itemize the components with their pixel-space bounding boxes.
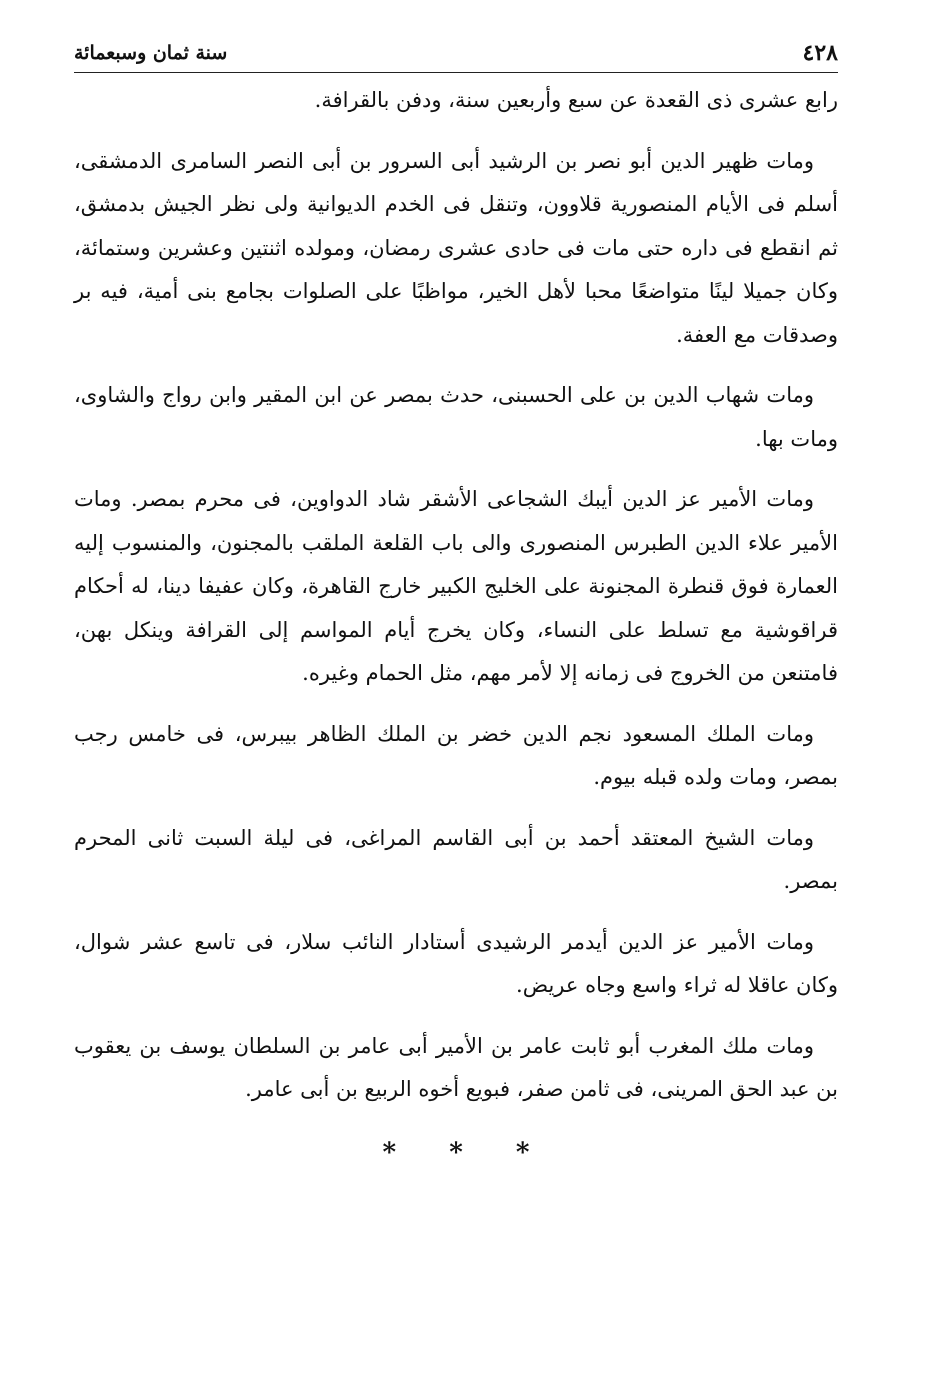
section-ornament: * * * bbox=[382, 1137, 552, 1168]
paragraph-khadir: ومات الملك المسعود نجم الدين خضر بن الملك الظاهر بيبرس، فى خامس رجب بمصر، ومات ولده قبله بيوم. bbox=[74, 721, 838, 789]
running-header bbox=[74, 36, 838, 68]
paragraph-continuation: رابع عشرى ذى القعدة عن سبع وأربعين سنة، ودفن بالقرافة. bbox=[314, 88, 838, 112]
paragraph-abu-thabit: ومات ملك المغرب أبو ثابت عامر بن الأمير أبى عامر بن السلطان يوسف بن يعقوب بن عبد الحق المرينى، فى ثامن صفر، فبويع أخوه الربيع بن أبى عامر. bbox=[74, 1033, 838, 1101]
header-rule bbox=[74, 72, 838, 73]
chapter-title: سنة ثمان وسبعمائة bbox=[74, 42, 228, 64]
paragraph-shihab-al-din: ومات شهاب الدين بن على الحسبنى، حدث بمصر عن ابن المقير وابن رواج والشاوى، ومات بها. bbox=[74, 383, 838, 451]
paragraph-aydamur: ومات الأمير عز الدين أيدمر الرشيدى أستادار النائب سلار، فى تاسع عشر شوال، وكان عاقلا له ثراء واسع وجاه عريض. bbox=[74, 929, 838, 997]
page-number: ٤٢٨ bbox=[802, 40, 838, 66]
paragraph-aybak-al-shujai: ومات الأمير عز الدين أيبك الشجاعى الأشقر شاد الدواوين، فى محرم بمصر. ومات الأمير علاء الدين الطبرس المنصورى والى باب القلعة الملقب بالمجنون، والمنسوب إليه العمارة فوق قنطرة المجنونة على الخليج الكبير خارج القاهرة، وكان عفيفا دينا، له أحكام قراقوشية مع تسلط على النساء، وكان يخرج أيام المواسم إلى القرافة وينكل بهن، فامتنعن من الخروج فى زمانه إلا لأمر مهم، مثل الحمام وغيره. bbox=[74, 487, 838, 685]
book-page bbox=[74, 36, 838, 1168]
paragraph-zahir-al-din: ومات ظهير الدين أبو نصر بن الرشيد أبى السرور بن أبى النصر السامرى الدمشقى، أسلم فى الأيام المنصورية قلاوون، وتنقل فى الخدم الديوانية ولى نظر الجيش بدمشق، ثم انقطع فى داره حتى مات فى حادى عشرى رمضان، ومولده اثنتين وعشرين وستمائة، وكان جميلا لينًا متواضعًا محبا لأهل الخير، مواظبًا على الصلوات بجامع بنى أمية، فيه بر وصدقات مع العفة. bbox=[74, 148, 838, 347]
paragraph-al-maraghi: ومات الشيخ المعتقد أحمد بن أبى القاسم المراغى، فى ليلة السبت ثانى المحرم بمصر. bbox=[74, 825, 838, 893]
